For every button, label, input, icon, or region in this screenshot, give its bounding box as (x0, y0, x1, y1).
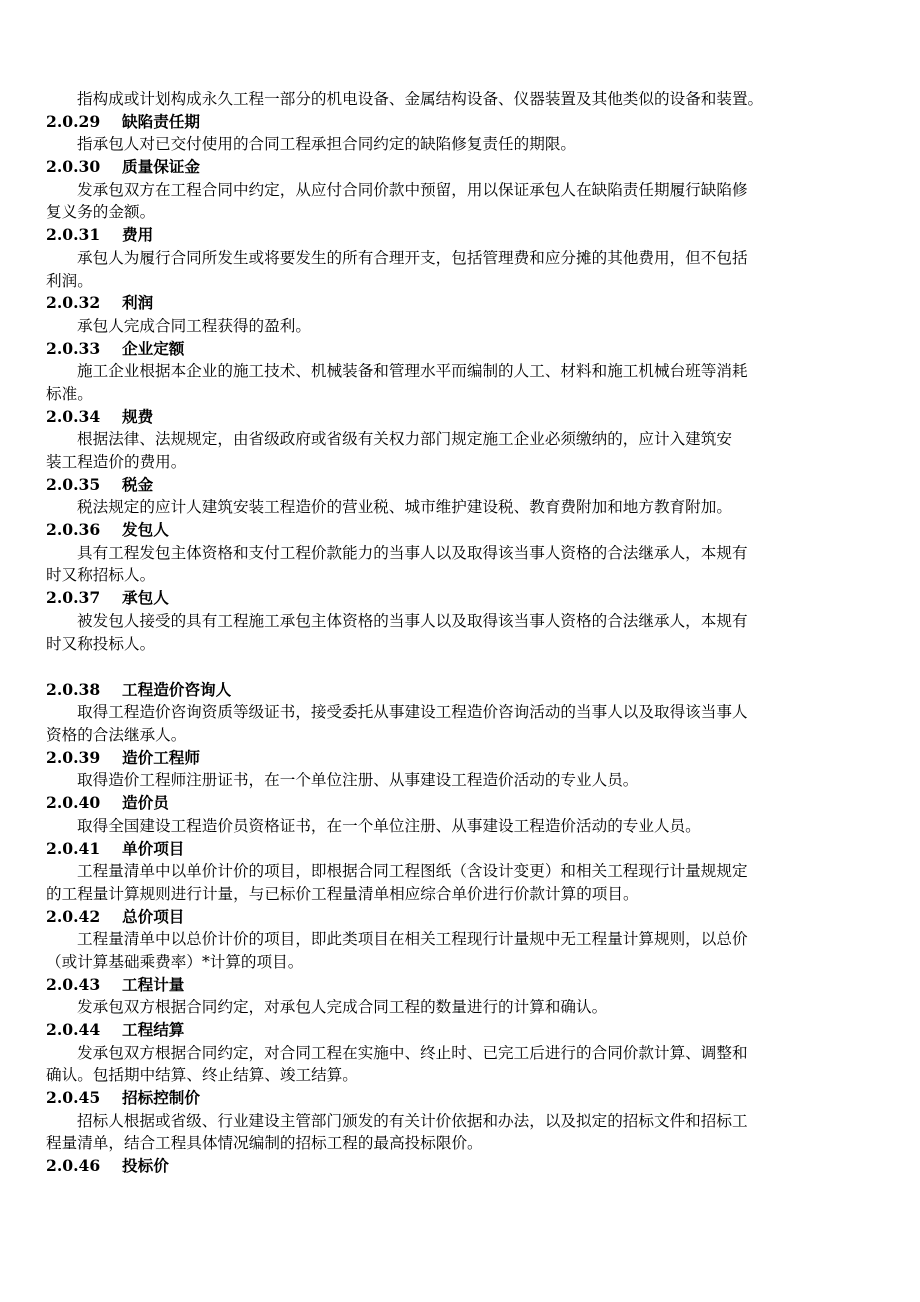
clause-number: 2.0.30 (46, 157, 101, 177)
term-entry (46, 792, 880, 837)
term-title: 单价项目 (122, 838, 185, 858)
definition-line: 被发包人接受的具有工程施工承包主体资格的当事人以及取得该当事人资格的合法继承人，本规有 (77, 611, 748, 630)
term-entry (46, 747, 880, 792)
clause-number: 2.0.32 (46, 293, 101, 313)
definition-line: （或计算基础乘费率）*计算的项目。 (46, 952, 304, 971)
definition-line: 招标人根据或省级、行业建设主管部门颁发的有关计价依据和办法，以及拟定的招标文件和招标工 (77, 1111, 748, 1130)
definition-line: 税法规定的应计人建筑安装工程造价的营业税、城市维护建设税、教育费附加和地方教育附加。 (77, 498, 732, 517)
term-heading (46, 906, 880, 929)
definition-line: 发承包双方根据合同约定，对承包人完成合同工程的数量进行的计算和确认。 (77, 998, 608, 1017)
clause-number: 2.0.44 (46, 1020, 101, 1039)
definition-line: 发承包双方在工程合同中约定，从应付合同价款中预留，用以保证承包人在缺陷责任期履行缺陷修 (77, 180, 748, 199)
clause-number: 2.0.46 (46, 1156, 101, 1176)
term-heading (46, 747, 880, 770)
clause-number: 2.0.35 (46, 474, 101, 494)
clause-number: 2.0.41 (46, 838, 101, 858)
definition-line: 根据法律、法规规定，由省级政府或省级有关权力部门规定施工企业必须缴纳的，应计入建筑安 (77, 430, 732, 449)
definition-line: 程量清单，结合工程具体情况编制的招标工程的最高投标限价。 (46, 1134, 483, 1153)
intro-paragraph: 指构成或计划构成永久工程一部分的机电设备、金属结构设备、仪器装置及其他类似的设备和装置。 (77, 90, 764, 108)
definition-line: 发承包双方根据合同约定，对合同工程在实施中、终止时、已完工后进行的合同价款计算、调整和 (77, 1043, 748, 1062)
clause-number: 2.0.31 (46, 225, 101, 245)
term-title: 造价员 (122, 793, 169, 813)
term-title: 发包人 (122, 520, 169, 540)
clause-number: 2.0.39 (46, 747, 101, 767)
definition-line: 取得工程造价咨询资质等级证书，接受委托从事建设工程造价咨询活动的当事人以及取得该当事人 (77, 703, 748, 722)
clause-number: 2.0.38 (46, 679, 101, 699)
definition-line: 时又称投标人。 (46, 634, 156, 653)
term-entry (46, 1155, 880, 1178)
definition-line: 确认。包括期中结算、终止结算、竣工结算。 (46, 1066, 358, 1085)
term-heading (46, 792, 880, 815)
term-heading (46, 224, 880, 247)
term-title: 规费 (122, 406, 154, 426)
term-heading (46, 338, 880, 361)
term-entry (46, 292, 880, 337)
term-entry (46, 156, 880, 224)
clause-number: 2.0.42 (46, 906, 101, 926)
term-title: 工程造价咨询人 (122, 679, 232, 699)
clause-number: 2.0.29 (46, 111, 101, 131)
term-heading (46, 587, 880, 610)
term-entry (46, 224, 880, 292)
term-entry (46, 406, 880, 474)
term-title: 利润 (122, 293, 154, 313)
term-title: 工程计量 (122, 974, 185, 994)
definition-line: 承包人完成合同工程获得的盈利。 (77, 316, 311, 335)
definition-line: 资格的合法继承人。 (46, 726, 187, 745)
term-heading (46, 474, 880, 497)
clause-number: 2.0.37 (46, 588, 101, 608)
term-heading (46, 679, 880, 702)
term-heading (46, 519, 880, 542)
definition-line: 工程量清单中以单价计价的项目，即根据合同工程图纸（含设计变更）和相关工程现行计量规规定 (77, 862, 748, 881)
term-entry (46, 519, 880, 587)
term-title: 投标价 (122, 1156, 169, 1176)
definition-line: 具有工程发包主体资格和支付工程价款能力的当事人以及取得该当事人资格的合法继承人，本规有 (77, 543, 748, 562)
term-entry (46, 838, 880, 906)
term-heading (46, 292, 880, 315)
clause-number: 2.0.33 (46, 338, 101, 358)
term-title: 质量保证金 (122, 157, 200, 177)
term-heading (46, 1019, 880, 1042)
definition-line: 利润。 (46, 271, 93, 290)
term-title: 招标控制价 (122, 1088, 200, 1108)
definition-line: 的工程量计算规则进行计量，与已标价工程量清单相应综合单价进行价款计算的项目。 (46, 884, 639, 903)
term-heading (46, 406, 880, 429)
term-entry (46, 1019, 880, 1087)
definition-line: 取得全国建设工程造价员资格证书，在一个单位注册、从事建设工程造价活动的专业人员。 (77, 816, 701, 835)
term-entry (46, 1087, 880, 1155)
definition-line: 工程量清单中以总价计价的项目，即此类项目在相关工程现行计量规中无工程量计算规则，以总价 (77, 930, 748, 949)
definition-line: 装工程造价的费用。 (46, 453, 187, 471)
term-title: 总价项目 (122, 906, 185, 926)
term-heading (46, 156, 880, 179)
term-title: 企业定额 (122, 338, 185, 358)
definition-line: 施工企业根据本企业的施工技术、机械装备和管理水平而编制的人工、材料和施工机械台班等消耗 (77, 362, 748, 381)
term-heading (46, 838, 880, 861)
definition-line: 时又称招标人。 (46, 566, 156, 585)
document-body (46, 88, 880, 1178)
definition-line: 复义务的金额。 (46, 203, 156, 222)
definition-line: 取得造价工程师注册证书，在一个单位注册、从事建设工程造价活动的专业人员。 (77, 771, 639, 790)
term-title: 工程结算 (122, 1020, 185, 1039)
definition-line: 标准。 (46, 384, 93, 403)
term-title: 费用 (122, 225, 154, 245)
term-entry (46, 474, 880, 519)
clause-number: 2.0.43 (46, 974, 101, 994)
term-heading (46, 111, 880, 134)
term-heading (46, 974, 880, 997)
term-entry (46, 906, 880, 974)
definition-line: 指承包人对已交付使用的合同工程承担合同约定的缺陷修复责任的期限。 (77, 135, 577, 154)
term-entry (46, 111, 880, 156)
blank-line (46, 655, 880, 679)
term-heading (46, 1087, 880, 1110)
term-entry (46, 974, 880, 1019)
term-title: 税金 (122, 474, 154, 494)
term-entry (46, 679, 880, 747)
term-list (46, 111, 880, 1178)
term-title: 造价工程师 (122, 747, 200, 767)
term-title: 承包人 (122, 588, 169, 608)
clause-number: 2.0.36 (46, 520, 101, 540)
definition-line: 承包人为履行合同所发生或将要发生的所有合理开支，包括管理费和应分摊的其他费用，但不包括 (77, 248, 748, 267)
term-heading (46, 1155, 880, 1178)
clause-number: 2.0.40 (46, 793, 101, 813)
clause-number: 2.0.34 (46, 406, 101, 426)
term-title: 缺陷责任期 (122, 111, 200, 131)
term-entry (46, 587, 880, 655)
clause-number: 2.0.45 (46, 1088, 101, 1108)
term-entry (46, 338, 880, 406)
